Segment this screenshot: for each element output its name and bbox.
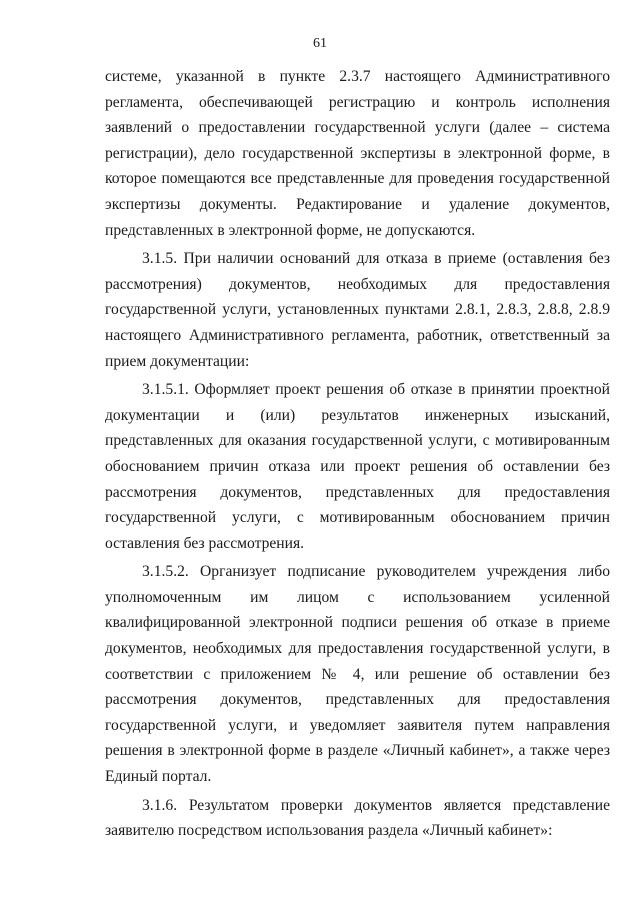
document-body [105,64,610,844]
page-number: 61 [313,36,327,51]
paragraph-continuation: системе, указанной в пункте 2.3.7 настоящего Административного регламента, обеспечивающей регистрацию и контроль исполнения заявлений о предоставлении государственной услуги (далее – система регистрации), дело государственной экспертизы в электронной форме, в которое помещаются все представленные для проведения государственной экспертизы документы. Редактирование и удаление документов, представленных в электронной форме, не допускаются. [105,68,610,239]
paragraph-3-1-5-1: 3.1.5.1. Оформляет проект решения об отказе в принятии проектной документации и (или) результатов инженерных изысканий, представленных для оказания государственной услуги, с мотивированным обоснованием причин отказа или проект решения об оставлении без рассмотрения документов, представленных для предоставления государственной услуги, с мотивированным обоснованием причин оставления без рассмотрения. [105,381,610,552]
paragraph-3-1-6: 3.1.6. Результатом проверки документов является представление заявителю посредством использования раздела «Личный кабинет»: [105,796,610,840]
paragraph-3-1-5: 3.1.5. При наличии оснований для отказа в приеме (оставления без рассмотрения) документов, необходимых для предоставления государственной услуги, установленных пунктами 2.8.1, 2.8.3, 2.8.8, 2.8.9 настоящего Административного регламента, работник, ответственный за прием документации: [105,250,610,370]
paragraph-3-1-5-2: 3.1.5.2. Организует подписание руководителем учреждения либо уполномоченным им лицом с использованием усиленной квалифицированной электронной подписи решения об отказе в приеме документов, необходимых для предоставления государственной услуги, в соответствии с приложением № 4, или решение об оставлении без рассмотрения документов, представленных для предоставления государственной услуги, и уведомляет заявителя путем направления решения в электронной форме в разделе «Личный кабинет», а также через Единый портал. [105,563,610,786]
